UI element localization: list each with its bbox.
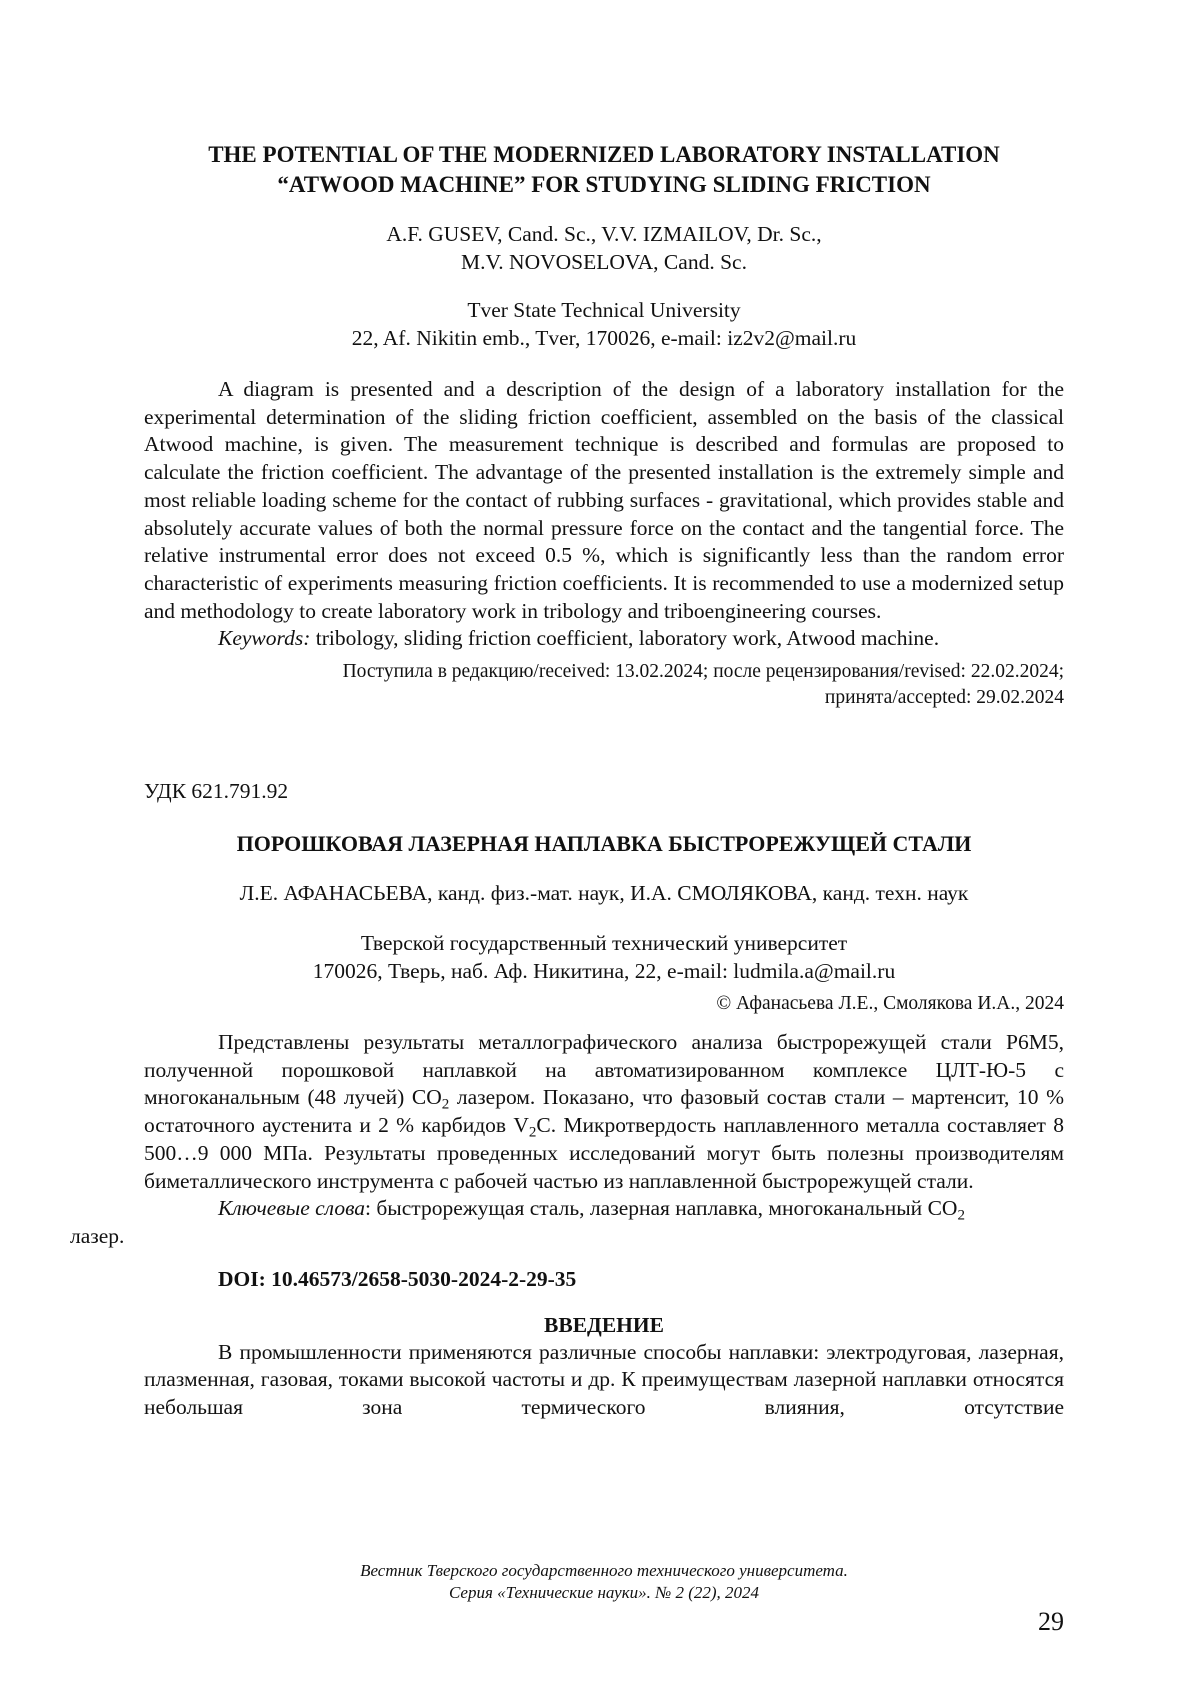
dates-line2: принята/accepted: 29.02.2024 [825,687,1064,708]
copyright-notice: © Афанасьева Л.Е., Смолякова И.А., 2024 [144,991,1064,1017]
footer-line2: Серия «Технические науки». № 2 (22), 2024 [449,1583,759,1602]
submission-dates [144,659,1064,711]
russian-affiliation-line1: Тверской государственный технический университет [361,931,847,955]
page-number: 29 [1038,1607,1064,1637]
russian-keywords-part2: лазер. [70,1224,124,1248]
russian-abstract-part1: Представлены результаты металлографического анализа быстрорежущей стали Р6М5, полученной порошковой наплавкой на автоматизированном комплексе ЦЛТ-Ю-5 с многоканальным (48 лучей) CO [144,1030,1064,1109]
english-authors [144,220,1064,276]
english-abstract-text: A diagram is presented and a description of the design of a laboratory installation for the experimental determination of the sliding friction coefficient, assembled on the basis of the classical Atwood machine, is given. The measurement technique is described and formulas are proposed to calculate the friction coefficient. The advantage of the presented installation is the extremely simple and most reliable loading scheme for the contact of rubbing surfaces - gravitational, which provides stable and absolutely accurate values of both the normal pressure force on the contact and the tangential force. The relative instrumental error does not exceed 0.5 %, which is significantly less than the random error characteristic of experiments measuring friction coefficients. It is recommended to use a modernized setup and methodology to create laboratory work in tribology and triboengineering courses. [144,376,1064,625]
v2c-subscript: 2 [529,1125,537,1141]
english-keywords-text: tribology, sliding friction coefficient, laboratory work, Atwood machine. [310,626,939,650]
english-title-line1: THE POTENTIAL OF THE MODERNIZED LABORATORY INSTALLATION [208,142,1000,167]
english-abstract [144,376,1064,653]
russian-keywords [144,1195,1064,1250]
introduction-paragraph: В промышленности применяются различные способы наплавки: электродуговая, лазерная, плазменная, газовая, токами высокой частоты и др. К преимуществам лазерной наплавки относятся небольшая зона термического влияния, отсутствие [144,1339,1064,1422]
english-article-header [144,140,1064,352]
russian-authors: Л.Е. АФАНАСЬЕВА, канд. физ.-мат. наук, И.А. СМОЛЯКОВА, канд. техн. наук [144,879,1064,907]
russian-affiliation [144,929,1064,985]
keywords-co2-subscript: 2 [957,1208,965,1224]
doi-link[interactable]: DOI: 10.46573/2658-5030-2024-2-29-35 [144,1265,1064,1293]
russian-keywords-part1: : быстрорежущая сталь, лазерная наплавка, многоканальный CO [365,1196,957,1220]
russian-keywords-label: Ключевые слова [218,1196,365,1220]
russian-title: ПОРОШКОВАЯ ЛАЗЕРНАЯ НАПЛАВКА БЫСТРОРЕЖУЩЕЙ СТАЛИ [144,829,1064,859]
dates-line1: Поступила в редакцию/received: 13.02.2024; после рецензирования/revised: 22.02.2024; [343,661,1064,682]
english-keywords [144,625,1064,653]
udk-code: УДК 621.791.92 [144,777,1064,805]
english-affiliation-line1: Tver State Technical University [467,298,740,322]
russian-abstract-part2: лазером. Показано, что фазовый состав стали – мартенсит, 10 % остаточного аустенита и 2 % карбидов V [144,1085,1064,1137]
footer-line1: Вестник Тверского государственного технического университета. [360,1561,848,1580]
english-title-line2: “ATWOOD MACHINE” FOR STUDYING SLIDING FRICTION [277,172,930,197]
russian-abstract-text [144,1029,1064,1195]
english-title [144,140,1064,200]
english-keywords-label: Keywords: [218,626,310,650]
russian-affiliation-line2: 170026, Тверь, наб. Аф. Никитина, 22, e-mail: ludmila.a@mail.ru [313,959,895,983]
english-affiliation [144,296,1064,352]
russian-abstract-part3: C. Микротвердость наплавленного металла составляет 8 500…9 000 МПа. Результаты проведенных исследований могут быть полезны производителям биметаллического инструмента с рабочей частью из наплавленной быстрорежущей стали. [144,1113,1064,1192]
page-content [144,140,1064,1422]
english-authors-line1: A.F. GUSEV, Cand. Sc., V.V. IZMAILOV, Dr. Sc., [386,222,821,246]
russian-abstract [144,1029,1064,1251]
english-affiliation-line2: 22, Af. Nikitin emb., Tver, 170026, e-mail: iz2v2@mail.ru [352,326,857,350]
section-title-introduction: ВВЕДЕНИЕ [144,1311,1064,1339]
journal-footer [144,1560,1064,1604]
introduction-body [144,1339,1064,1422]
english-authors-line2: M.V. NOVOSELOVA, Cand. Sc. [461,250,747,274]
co2-subscript: 2 [442,1097,450,1113]
